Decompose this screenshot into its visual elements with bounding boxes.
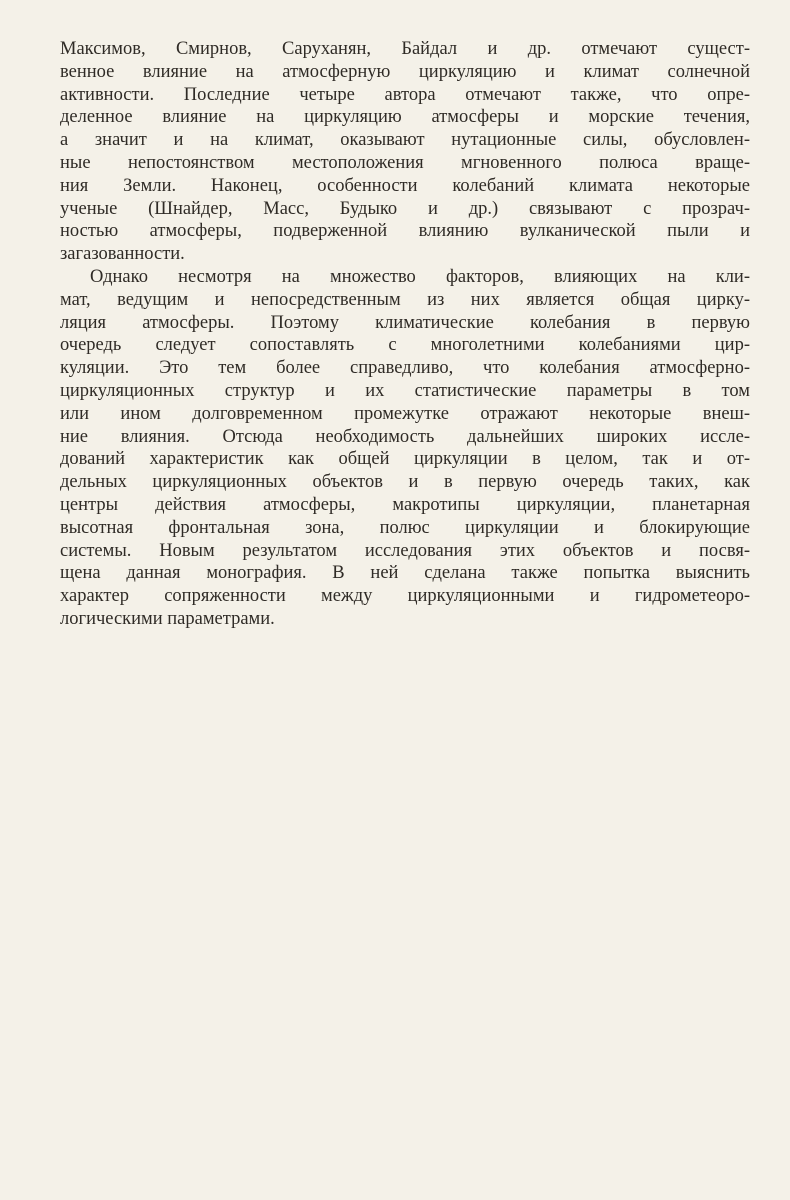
text-line: дований характеристик как общей циркуляции в целом, так и от- <box>60 449 750 470</box>
paragraph-1 <box>60 38 750 266</box>
text-line: циркуляционных структур и их статистические параметры в том <box>60 380 750 401</box>
text-line: щена данная монография. В ней сделана также попытка выяснить <box>60 563 750 584</box>
text-line: Однако несмотря на множество факторов, влияющих на кли- <box>90 266 750 287</box>
text-line: деленное влияние на циркуляцию атмосферы и морские течения, <box>60 107 750 128</box>
text-line: ностью атмосферы, подверженной влиянию вулканической пыли и <box>60 221 750 242</box>
text-line: венное влияние на атмосферную циркуляцию и климат солнечной <box>60 61 750 82</box>
text-line: очередь следует сопоставлять с многолетними колебаниями цир- <box>60 335 750 356</box>
text-line: ные непостоянством местоположения мгновенного полюса враще- <box>60 152 750 173</box>
page-body <box>60 38 750 631</box>
text-line: логическими параметрами. <box>60 608 275 629</box>
text-line: загазованности. <box>60 244 185 265</box>
text-line: мат, ведущим и непосредственным из них является общая цирку- <box>60 289 750 310</box>
text-line: а значит и на климат, оказывают нутационные силы, обусловлен- <box>60 130 750 151</box>
text-line: Максимов, Смирнов, Саруханян, Байдал и др. отмечают сущест- <box>60 39 750 59</box>
text-line: ние влияния. Отсюда необходимость дальнейших широких иссле- <box>60 426 750 447</box>
text-line: куляции. Это тем более справедливо, что колебания атмосферно- <box>60 358 750 379</box>
text-line: или ином долговременном промежутке отражают некоторые внеш- <box>60 403 750 424</box>
text-line: высотная фронтальная зона, полюс циркуляции и блокирующие <box>60 517 750 538</box>
text-line: системы. Новым результатом исследования этих объектов и посвя- <box>60 540 750 561</box>
text-line: ученые (Шнайдер, Масс, Будыко и др.) связывают с прозрач- <box>60 198 750 219</box>
paragraph-2 <box>60 266 750 631</box>
text-line: ния Земли. Наконец, особенности колебаний климата некоторые <box>60 175 750 196</box>
text-line: дельных циркуляционных объектов и в первую очередь таких, как <box>60 472 750 493</box>
text-line: ляция атмосферы. Поэтому климатические колебания в первую <box>60 312 750 333</box>
text-line: характер сопряженности между циркуляционными и гидрометеоро- <box>60 586 750 607</box>
text-line: активности. Последние четыре автора отмечают также, что опре- <box>60 84 750 105</box>
text-line: центры действия атмосферы, макротипы циркуляции, планетарная <box>60 494 750 515</box>
